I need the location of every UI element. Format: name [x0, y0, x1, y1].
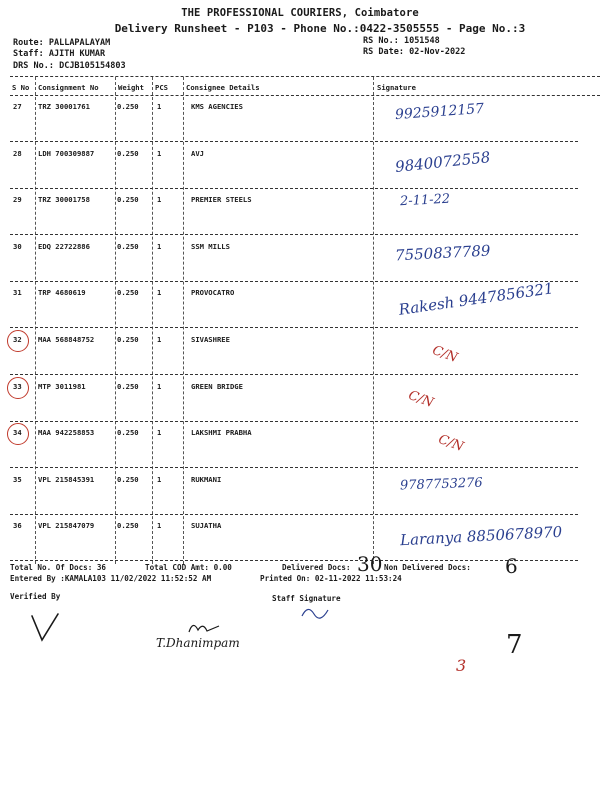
row-weight: 0.250	[117, 521, 139, 531]
row-consignee: AVJ	[191, 148, 204, 158]
row-consignee: SSM MILLS	[191, 241, 230, 251]
row-consignment: VPL 215845391	[38, 474, 95, 484]
header-rule-top	[10, 76, 600, 77]
row-consignee: RUKMANI	[191, 474, 222, 484]
row-consignment: MAA 942258853	[38, 428, 95, 438]
row-consignment: LDH 700309887	[38, 148, 95, 158]
col-consignment: Consignment No	[38, 83, 99, 92]
page-subtitle: Delivery Runsheet - P103 - Phone No.:0422-3505555 - Page No.:3	[114, 22, 526, 35]
row-pcs: 1	[157, 102, 162, 111]
total-docs: Total No. Of Docs: 36	[10, 563, 107, 572]
row-pcs: 1	[157, 195, 162, 205]
row-pcs: 1	[157, 381, 162, 391]
total-cod: Total COD Amt: 0.00	[145, 563, 232, 572]
verified-by: Verified By	[10, 592, 61, 601]
staff-signature-label: Staff Signature	[272, 594, 341, 603]
row-weight: 0.250	[117, 428, 139, 438]
delivered-count: 30	[357, 552, 383, 576]
drs-line	[13, 61, 126, 71]
non-delivered-label: Non Delivered Docs:	[384, 563, 471, 572]
table-row	[0, 96, 600, 142]
page-mark-3: 3	[456, 656, 467, 675]
row-pcs: 1	[157, 335, 162, 344]
row-signature: Rakesh 9447856321	[397, 279, 555, 320]
row-pcs: 1	[157, 521, 162, 531]
row-pcs: 1	[157, 148, 162, 158]
row-sno: 35	[13, 474, 22, 484]
row-sno: 31	[13, 288, 22, 298]
row-consignee: SIVASHREE	[191, 335, 230, 344]
non-delivered-count: 6	[505, 554, 518, 578]
table-row	[0, 469, 600, 515]
verifier-tick-icon	[28, 608, 78, 648]
row-circle-mark	[7, 377, 29, 399]
route-line	[13, 38, 110, 48]
row-sno: 34	[13, 428, 22, 438]
row-sno: 29	[13, 195, 22, 205]
page-title: THE PROFESSIONAL COURIERS, Coimbatore	[181, 7, 419, 19]
handwritten-name: T.Dhanimpam	[156, 636, 240, 650]
row-weight: 0.250	[117, 102, 139, 111]
delivered-label: Delivered Docs:	[282, 563, 351, 572]
rs-date-label: RS Date:	[363, 47, 404, 57]
row-circle-mark	[7, 423, 29, 445]
row-consignment: MAA 568848752	[38, 335, 95, 344]
row-weight: 0.250	[117, 148, 139, 158]
row-weight: 0.250	[117, 335, 139, 344]
row-signature: C/N	[436, 432, 466, 456]
entered-by: Entered By :KAMALA103 11/02/2022 11:52:52 AM	[10, 574, 212, 583]
row-pcs: 1	[157, 241, 162, 251]
rs-date-line	[363, 47, 465, 57]
table-row	[0, 189, 600, 235]
row-weight: 0.250	[117, 241, 139, 251]
page-mark-7: 7	[506, 630, 523, 660]
row-weight: 0.250	[117, 474, 139, 484]
row-weight: 0.250	[117, 195, 139, 205]
initials-scribble-icon	[185, 618, 225, 638]
row-sno: 32	[13, 335, 22, 344]
row-circle-mark	[7, 330, 29, 352]
row-consignee: PREMIER STEELS	[191, 195, 252, 205]
row-sno: 27	[13, 102, 22, 111]
staff-initials-icon	[298, 602, 338, 622]
table-row	[0, 376, 600, 422]
col-pcs: PCS	[155, 83, 168, 92]
row-consignment: MTP 3011981	[38, 381, 86, 391]
row-signature: C/N	[430, 343, 460, 366]
row-sno: 36	[13, 521, 22, 531]
table-row	[0, 236, 600, 282]
staff-label: Staff:	[13, 49, 44, 59]
row-consignment: VPL 215847079	[38, 521, 95, 531]
col-weight: Weight	[118, 83, 144, 92]
staff-line	[13, 49, 105, 59]
rs-no-line	[363, 36, 440, 46]
row-sno: 33	[13, 381, 22, 391]
route-value: PALLAPALAYAM	[48, 38, 111, 48]
row-consignee: PROVOCATRO	[191, 288, 235, 298]
row-consignment: TRZ 30001758	[38, 195, 90, 205]
rs-no-label: RS No.:	[363, 36, 399, 46]
row-consignment: EDQ 22722886	[38, 241, 90, 251]
row-consignment: TRZ 30001761	[38, 102, 90, 111]
row-weight: 0.250	[117, 381, 139, 391]
row-divider	[10, 560, 578, 561]
row-consignment: TRP 4680619	[38, 288, 86, 298]
row-consignee: GREEN BRIDGE	[191, 381, 243, 391]
row-sno: 30	[13, 241, 22, 251]
row-signature: 7550837789	[394, 241, 491, 265]
drs-value: DCJB105154803	[59, 61, 126, 71]
col-sno: S No	[12, 83, 30, 92]
row-signature: 9840072558	[394, 147, 492, 176]
rs-no-value: 1051548	[403, 36, 440, 46]
col-consignee: Consignee Details	[186, 83, 260, 92]
row-signature: Laranya 8850678970	[399, 523, 563, 550]
row-signature: C/N	[406, 387, 436, 411]
col-signature: Signature	[377, 83, 416, 92]
table-row	[0, 329, 600, 375]
row-pcs: 1	[157, 474, 162, 484]
row-sno: 28	[13, 148, 22, 158]
row-pcs: 1	[157, 428, 162, 438]
drs-label: DRS No.:	[13, 61, 54, 71]
row-pcs: 1	[157, 288, 162, 298]
table-row	[0, 422, 600, 468]
row-consignee: KMS AGENCIES	[191, 102, 243, 111]
row-signature: 9787753276	[399, 475, 483, 494]
row-weight: 0.250	[117, 288, 139, 298]
row-signature: 9925912157	[394, 100, 485, 124]
printed-on: Printed On: 02-11-2022 11:53:24	[260, 574, 402, 583]
row-signature: 2-11-22	[399, 191, 451, 210]
table-row	[0, 143, 600, 189]
table-row	[0, 279, 600, 328]
route-label: Route:	[13, 38, 44, 48]
row-consignee: LAKSHMI PRABHA	[191, 428, 252, 438]
staff-value: AJITH KUMAR	[48, 49, 106, 59]
rs-date-value: 02-Nov-2022	[409, 47, 466, 57]
row-consignee: SUJATHA	[191, 521, 222, 531]
